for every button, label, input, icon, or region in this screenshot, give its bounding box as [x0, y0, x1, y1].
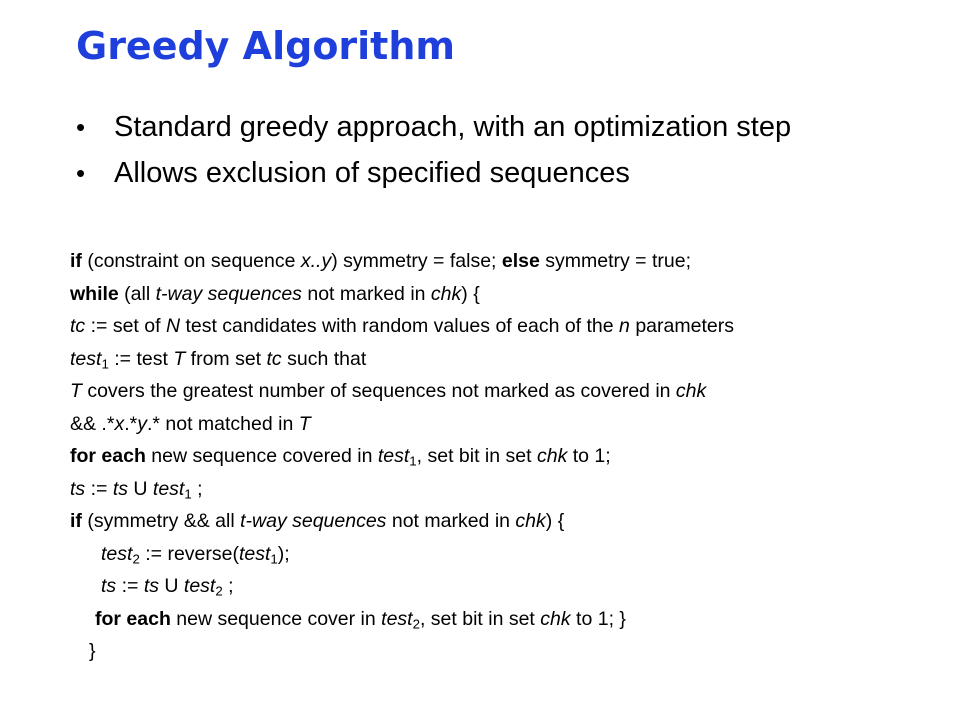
bullet-item [76, 150, 791, 196]
bullet-list [76, 104, 791, 196]
code-line-11: ts := ts U test$_2$ ; [101, 575, 234, 599]
code-line-8: ts := ts U test$_1$ ; [70, 477, 203, 501]
code-line-5: T covers the greatest number of sequences not marked as covered in chk [70, 380, 707, 402]
bullet-dot-icon: • [76, 158, 86, 188]
code-line-1: if (constraint on sequence x..y) symmetry = false; else symmetry = true; [70, 250, 691, 272]
bullet-item [76, 104, 791, 150]
code-line-9: if (symmetry && all t-way sequences not marked in chk) { [70, 510, 565, 532]
code-line-7: for each new sequence covered in test$_1$, set bit in set chk to 1; [70, 445, 611, 469]
code-line-3: tc := set of N test candidates with random values of each of the n parameters [70, 315, 734, 337]
bullet-text: Standard greedy approach, with an optimization step [114, 111, 792, 143]
code-line-4: test$_1$ := test T from set tc such that [70, 347, 367, 371]
code-line-13: } [89, 640, 96, 662]
code-line-12: for each new sequence cover in test$_2$, set bit in set chk to 1; } [95, 607, 626, 631]
bullet-text: Allows exclusion of specified sequences [114, 157, 630, 189]
code-line-10: test$_2$ := reverse(test$_1$); [101, 542, 290, 566]
code-line-2: while (all t-way sequences not marked in chk) { [70, 282, 480, 305]
algorithm-pseudocode [70, 245, 940, 668]
slide-title: Greedy Algorithm [76, 24, 455, 68]
bullet-dot-icon: • [76, 112, 86, 142]
code-line-6: && .*x.*y.* not matched in T [70, 412, 311, 435]
